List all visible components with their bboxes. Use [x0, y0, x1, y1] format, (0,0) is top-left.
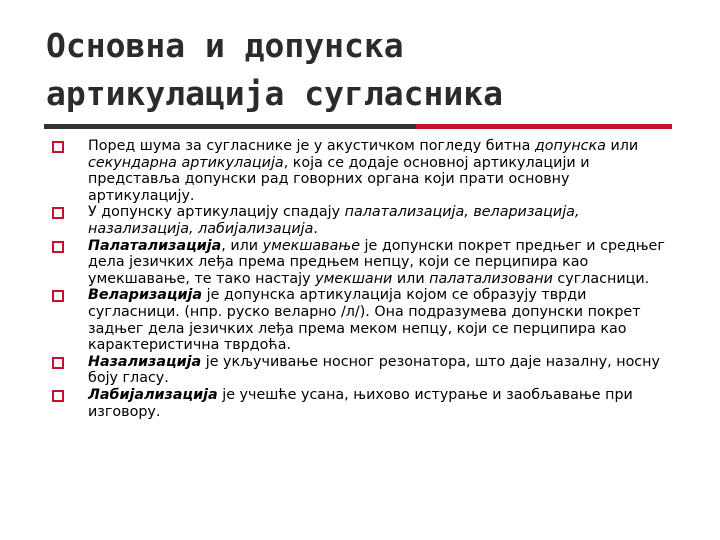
bullet-text — [88, 138, 672, 204]
bullet-text — [88, 387, 672, 420]
bullet-item — [52, 204, 672, 237]
bullet-item — [52, 138, 672, 204]
text-run: или — [605, 138, 639, 154]
bold-term: Веларизација — [88, 287, 203, 304]
italic-term: палатализовани — [429, 270, 553, 287]
text-run: је укључивање носног резонатора, што даје назалну, носну боју гласу. — [88, 353, 660, 387]
text-run: или — [392, 270, 430, 287]
text-run: . — [313, 220, 318, 237]
bullet-item — [52, 287, 672, 353]
italic-term: секундарна артикулација — [88, 154, 284, 171]
text-run: , која се додаје основној артикулацији и представља допунски рад говорних органа који прати основну артикулацију. — [88, 154, 590, 204]
text-run: , или — [221, 237, 263, 254]
bullet-text — [88, 238, 672, 288]
italic-term: умекшавање — [262, 237, 360, 254]
text-run: У допунску артикулацију спадају — [88, 204, 345, 221]
text-run: је допунска артикулација којом се образују тврди сугласници. (нпр. руско веларно /л/). Она подразумева допунски покрет задњег дела језичких леђа према меком непцу, који се перципира као карактеристична тврдоћа. — [88, 287, 641, 354]
bold-term: Назализација — [88, 353, 202, 370]
square-bullet-icon — [52, 357, 64, 369]
bullet-item — [52, 354, 672, 387]
italic-term: палатализација, веларизација, назализација, лабијализација — [88, 204, 580, 237]
text-run: сугласници. — [552, 270, 650, 287]
slide-title-line-2: артикулација сугласника — [46, 74, 503, 113]
italic-term: допунска — [534, 138, 606, 154]
bullet-list — [52, 138, 672, 420]
square-bullet-icon — [52, 290, 64, 302]
bold-term: Лабијализација — [88, 386, 218, 403]
bullet-text — [88, 287, 672, 353]
title-underline-dark — [44, 124, 416, 129]
slide-title-line-1: Основна и допунска — [46, 26, 404, 65]
text-run: је учешће усана, њихово истурање и заобљавање при изговору. — [88, 386, 633, 420]
text-run: Поред шума за сугласнике је у акустичком погледу битна — [88, 138, 535, 154]
bullet-text — [88, 204, 672, 237]
square-bullet-icon — [52, 390, 64, 402]
text-run: је допунски покрет предњег и средњег дела језичких леђа према предњем непцу, који се перципира као умекшавање, те тако настају — [88, 237, 665, 287]
bullet-item — [52, 238, 672, 288]
square-bullet-icon — [52, 141, 64, 153]
square-bullet-icon — [52, 241, 64, 253]
title-underline-accent — [416, 124, 672, 129]
italic-term: умекшани — [315, 270, 393, 287]
bullet-text — [88, 354, 672, 387]
square-bullet-icon — [52, 207, 64, 219]
bullet-item — [52, 387, 672, 420]
slide-title — [46, 22, 686, 118]
bold-term: Палатализација — [88, 237, 222, 254]
